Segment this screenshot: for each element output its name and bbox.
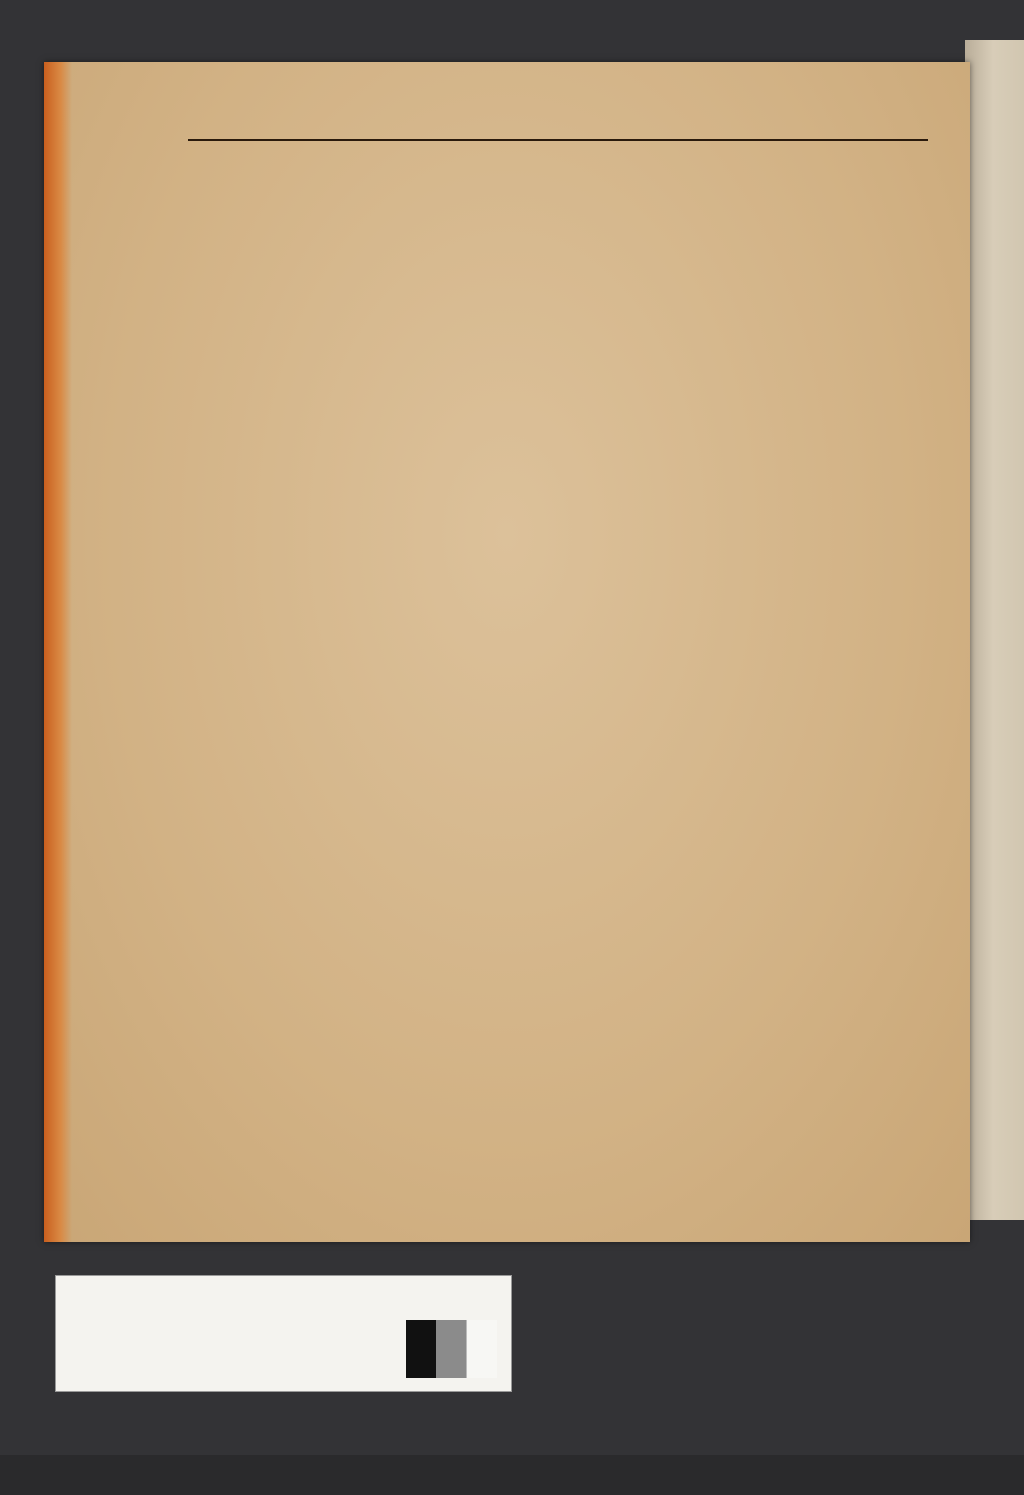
header-rule: [188, 139, 928, 141]
page-edge-shadow: [44, 62, 72, 1242]
library-scale-card: [55, 1275, 512, 1392]
gray-patch-white: [466, 1320, 497, 1378]
measurement-ruler: [64, 1324, 309, 1354]
footer-bar: [0, 1455, 1024, 1495]
drop-initial: [196, 330, 258, 392]
gray-patch-black: [406, 1320, 436, 1378]
next-page-edge: [965, 40, 1024, 1220]
gray-patch-mid: [436, 1320, 466, 1378]
book-page: [44, 62, 970, 1242]
barcode-icon: [8, 1465, 42, 1487]
